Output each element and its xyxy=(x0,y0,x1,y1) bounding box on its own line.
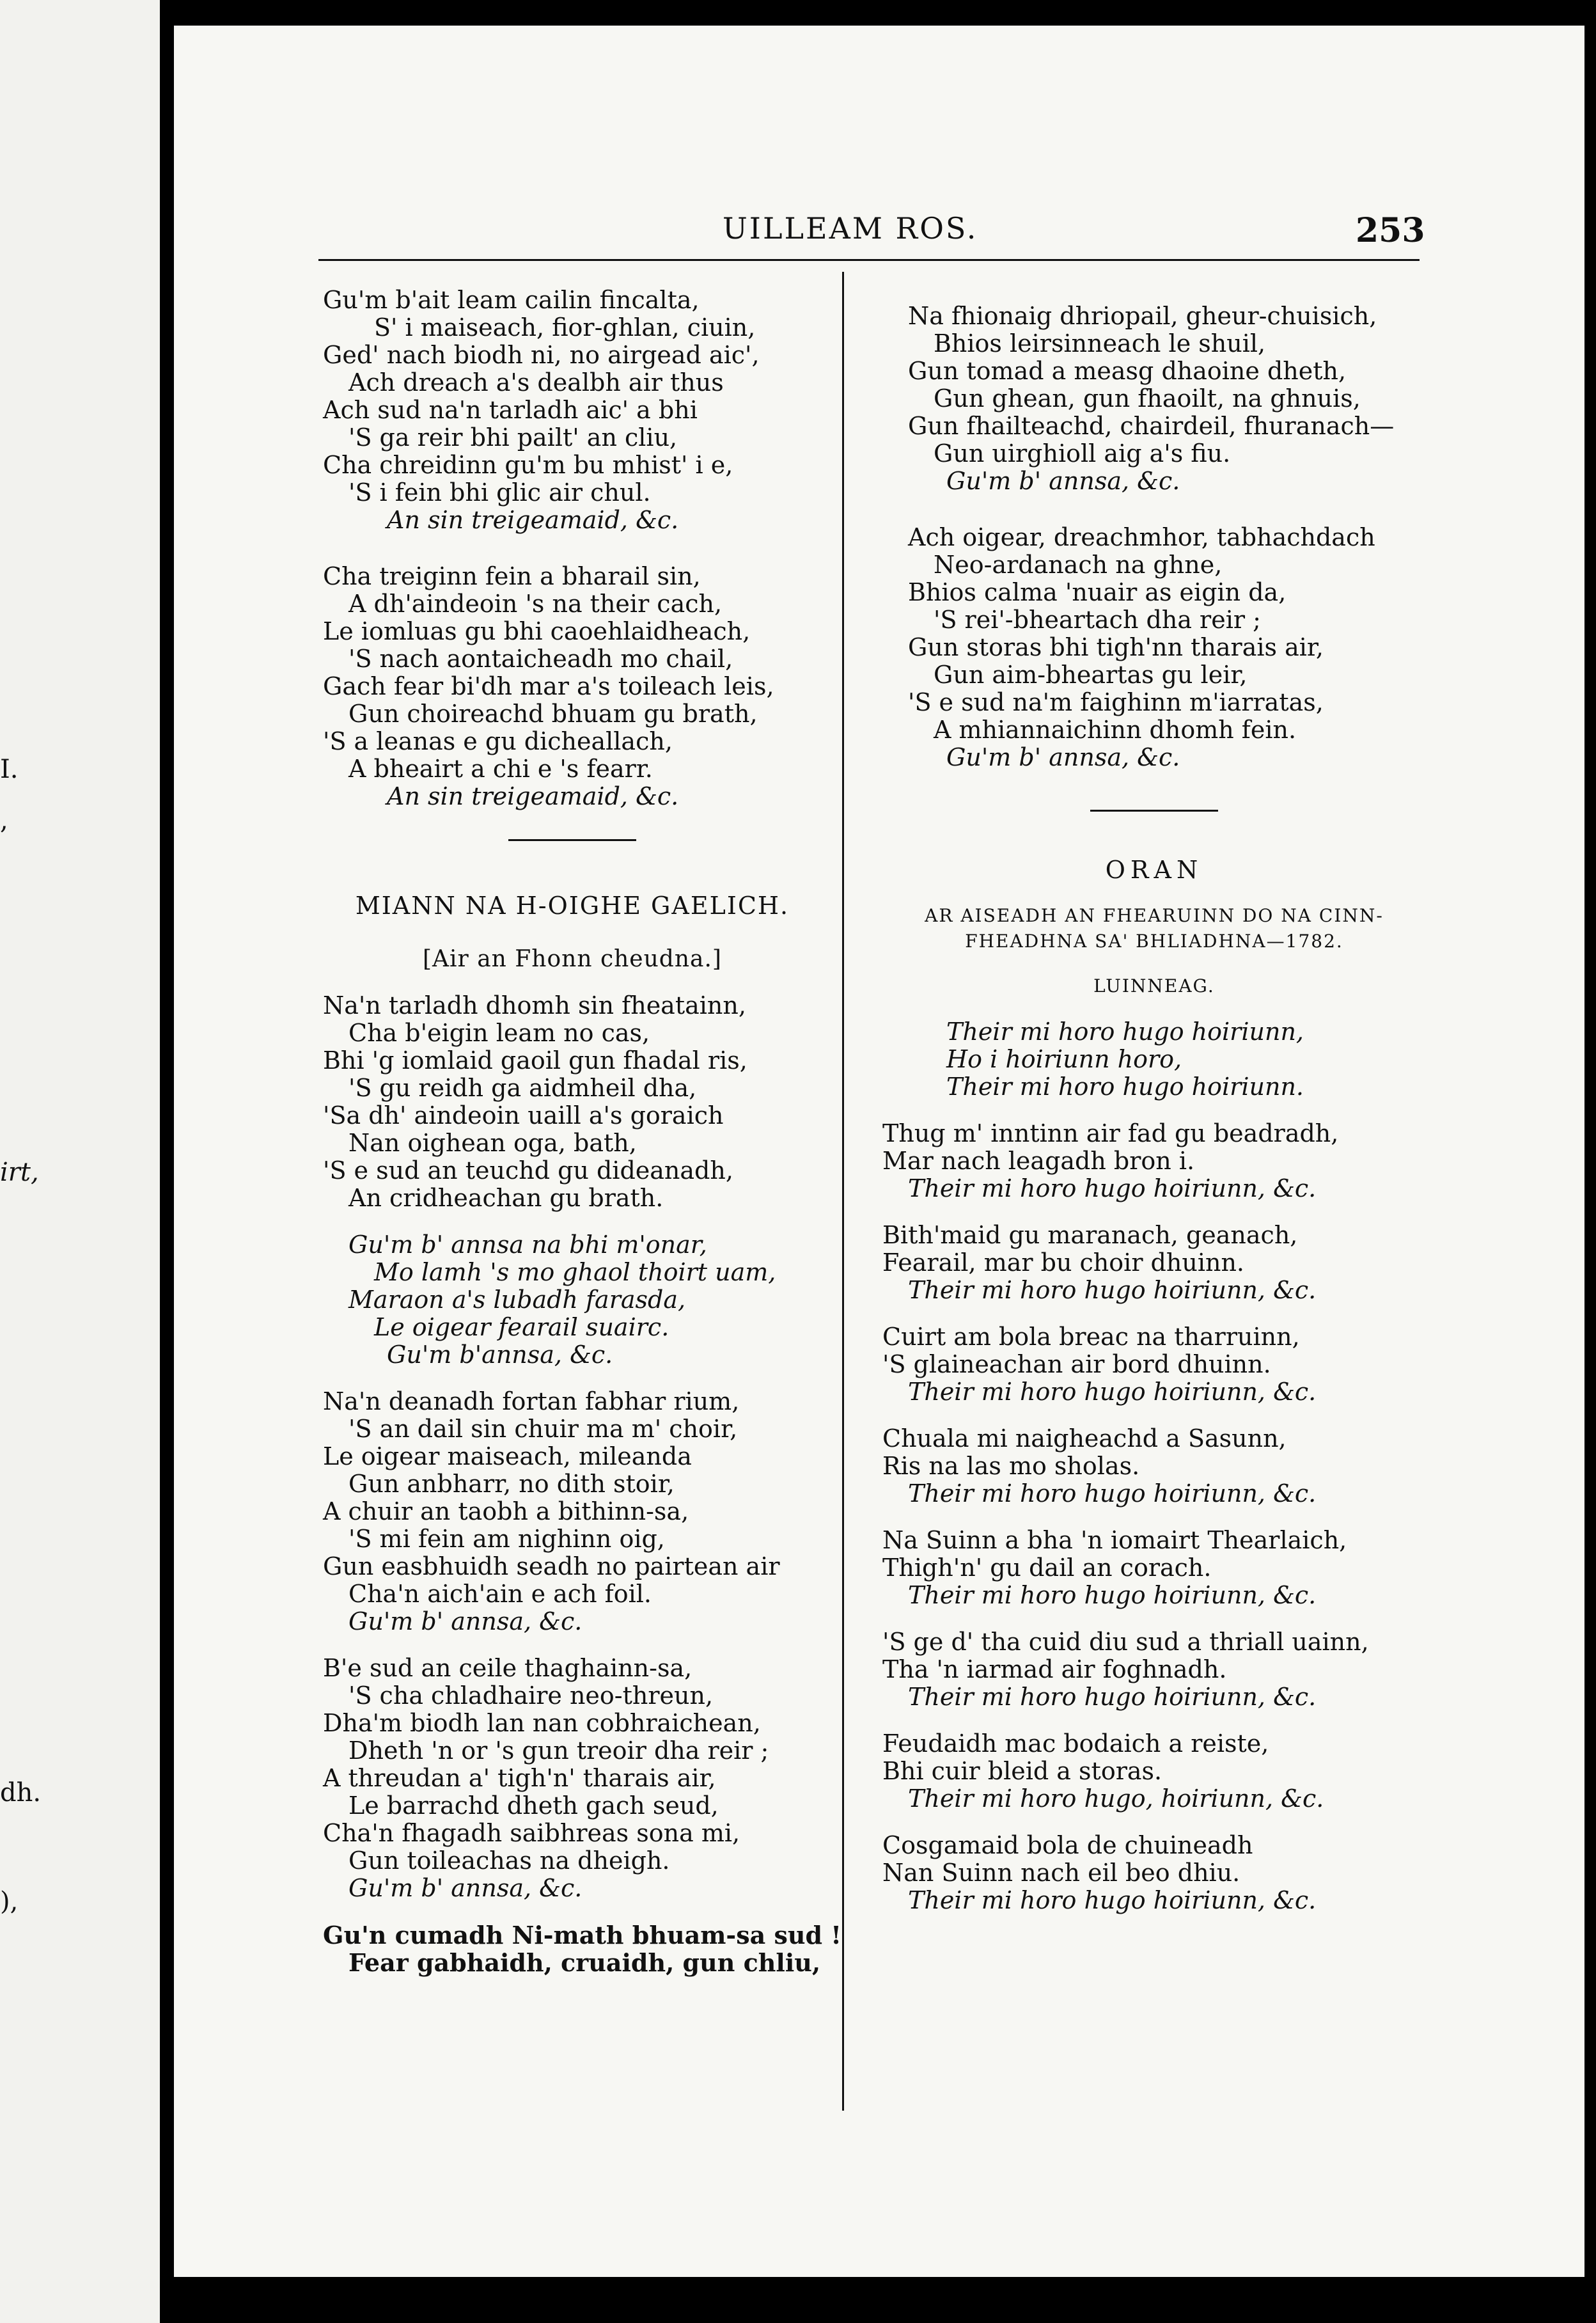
stanza xyxy=(323,992,822,1212)
verse-list xyxy=(882,1101,1426,1914)
stanza xyxy=(882,303,1426,495)
chorus-line: Maraon a's lubadh farasda, xyxy=(348,1286,686,1314)
stanza xyxy=(882,1323,1426,1406)
verse-line: Fearail, mar bu choir dhuinn. xyxy=(882,1248,1245,1277)
song-air: [Air an Fhonn cheudna.] xyxy=(423,946,722,972)
verse-line: Dheth 'n or 's gun treoir dha reir ; xyxy=(348,1736,769,1765)
verse-line: Le barrachd dheth gach seud, xyxy=(348,1791,719,1820)
verse-line: Chuala mi naigheachd a Sasunn, xyxy=(882,1424,1287,1453)
stanza xyxy=(882,1628,1426,1711)
verse-line: 'S glaineachan air bord dhuinn. xyxy=(882,1350,1271,1378)
verse-line: Nan Suinn nach eil beo dhiu. xyxy=(882,1859,1240,1887)
stanza xyxy=(882,1527,1426,1609)
verse-line: 'S e sud an teuchd gu dideanadh, xyxy=(323,1156,733,1185)
facing-page-fragment: , xyxy=(0,806,8,835)
stanza xyxy=(323,563,822,810)
verse-line: Na Suinn a bha 'n iomairt Thearlaich, xyxy=(882,1526,1347,1554)
right-column xyxy=(882,303,1426,1914)
header-rule xyxy=(318,259,1420,261)
verse-line: Gun aim-bheartas gu leir, xyxy=(934,661,1248,689)
refrain-line: Gu'm b' annsa, &c. xyxy=(348,1607,583,1635)
refrain-line: Gu'm b' annsa, &c. xyxy=(946,743,1180,771)
stanza xyxy=(323,287,822,534)
verse-line: Cosgamaid bola de chuineadh xyxy=(882,1831,1253,1859)
facing-page-fragment: I. xyxy=(0,755,19,784)
verse-line: Gun toileachas na dheigh. xyxy=(348,1847,670,1875)
verse-line: A chuir an taobh a bithinn-sa, xyxy=(323,1497,689,1525)
luinneag-line: Their mi horo hugo hoiriunn. xyxy=(946,1073,1304,1101)
refrain-line: Gu'm b' annsa, &c. xyxy=(946,467,1180,495)
verse-line: 'S a leanas e gu dicheallach, xyxy=(323,727,673,755)
luinneag-line: Their mi horo hugo hoiriunn, xyxy=(946,1018,1304,1046)
verse-line: Ach oigear, dreachmhor, tabhachdach xyxy=(908,523,1375,551)
refrain-line: Gu'm b'annsa, &c. xyxy=(387,1341,613,1369)
verse-line: Bhi 'g iomlaid gaoil gun fhadal ris, xyxy=(323,1046,747,1075)
chorus xyxy=(323,1231,822,1369)
verse-line: A bheairt a chi e 's fearr. xyxy=(348,755,653,783)
refrain-line: Their mi horo hugo hoiriunn, &c. xyxy=(908,1683,1317,1711)
verse-line: Ged' nach biodh ni, no airgead aic', xyxy=(323,341,760,369)
refrain-line: Their mi horo hugo hoiriunn, &c. xyxy=(908,1479,1317,1508)
verse-line: Ach dreach a's dealbh air thus xyxy=(348,368,724,397)
stanza xyxy=(882,524,1426,771)
verse-line: 'S i fein bhi glic air chul. xyxy=(348,478,651,507)
verse-line: Gach fear bi'dh mar a's toileach leis, xyxy=(323,672,774,700)
stanza xyxy=(882,1730,1426,1813)
song-title: ORAN xyxy=(1105,856,1203,884)
song-subtitle: FHEADHNA SA' BHLIADHNA—1782. xyxy=(965,931,1343,952)
verse-line: Cha'n fhagadh saibhreas sona mi, xyxy=(323,1819,740,1847)
verse-line: Cha'n aich'ain e ach foil. xyxy=(348,1580,652,1608)
verse-line: An cridheachan gu brath. xyxy=(348,1184,664,1212)
luinneag-label: LUINNEAG. xyxy=(1093,975,1215,996)
page-header xyxy=(320,211,1425,256)
verse-line: Cha b'eigin leam no cas, xyxy=(348,1019,650,1047)
verse-line: Cha treiginn fein a bharail sin, xyxy=(323,562,701,590)
stanza xyxy=(882,1832,1426,1914)
verse-line: S' i maiseach, fior-ghlan, ciuin, xyxy=(374,313,756,342)
verse-line: Bhios leirsinneach le shuil, xyxy=(934,329,1266,358)
verse-line: 'Sa dh' aindeoin uaill a's goraich xyxy=(323,1101,724,1130)
verse-line: B'e sud an ceile thaghainn-sa, xyxy=(323,1654,692,1682)
refrain-line: Their mi horo hugo hoiriunn, &c. xyxy=(908,1886,1317,1914)
luinneag-line: Ho i hoiriunn horo, xyxy=(946,1045,1182,1073)
verse-line: Gun storas bhi tigh'nn tharais air, xyxy=(908,633,1324,661)
verse-line: 'S an dail sin chuir ma m' choir, xyxy=(348,1415,738,1443)
chorus-line: Le oigear fearail suairc. xyxy=(374,1313,669,1341)
refrain-line: Their mi horo hugo hoiriunn, &c. xyxy=(908,1378,1317,1406)
refrain-line: Gu'm b' annsa, &c. xyxy=(348,1874,583,1902)
refrain-line: Their mi horo hugo hoiriunn, &c. xyxy=(908,1276,1317,1304)
refrain-line: Their mi horo hugo hoiriunn, &c. xyxy=(908,1581,1317,1609)
verse-line: Gun fhailteachd, chairdeil, fhuranach— xyxy=(908,412,1395,440)
facing-page-strip xyxy=(0,0,160,2323)
verse-line: Gun tomad a measg dhaoine dheth, xyxy=(908,357,1347,385)
stanza xyxy=(882,1222,1426,1304)
verse-line: 'S nach aontaicheadh mo chail, xyxy=(348,645,733,673)
verse-line: Ris na las mo sholas. xyxy=(882,1452,1140,1480)
verse-line: Nan oighean oga, bath, xyxy=(348,1129,637,1157)
refrain-line: Their mi horo hugo, hoiriunn, &c. xyxy=(908,1784,1324,1813)
verse-line: Feudaidh mac bodaich a reiste, xyxy=(882,1729,1269,1758)
verse-line: Fear gabhaidh, cruaidh, gun chliu, xyxy=(348,1948,821,1977)
verse-line: Gun easbhuidh seadh no pairtean air xyxy=(323,1552,780,1580)
verse-line: Gun ghean, gun fhaoilt, na ghnuis, xyxy=(934,384,1361,413)
facing-page-fragment: irt, xyxy=(0,1158,39,1187)
verse-line: Thug m' inntinn air fad gu beadradh, xyxy=(882,1119,1339,1147)
stanza xyxy=(323,1921,841,1977)
verse-line: Le oigear maiseach, mileanda xyxy=(323,1442,692,1470)
verse-line: Na'n deanadh fortan fabhar rium, xyxy=(323,1387,740,1415)
verse-line: A mhiannaichinn dhomh fein. xyxy=(934,716,1297,744)
facing-page-fragment: ), xyxy=(0,1887,19,1916)
verse-line: 'S gu reidh ga aidmheil dha, xyxy=(348,1074,697,1102)
verse-line: Cha chreidinn gu'm bu mhist' i e, xyxy=(323,451,733,479)
verse-line: Bhios calma 'nuair as eigin da, xyxy=(908,578,1287,606)
chorus-line: Mo lamh 's mo ghaol thoirt uam, xyxy=(374,1258,776,1286)
running-head: UILLEAM ROS. xyxy=(723,211,978,246)
verse-line: A threudan a' tigh'n' tharais air, xyxy=(323,1764,716,1792)
verse-line: 'S ge d' tha cuid diu sud a thriall uainn, xyxy=(882,1628,1369,1656)
facing-page-fragment: dh. xyxy=(0,1778,42,1807)
song-title: MIANN NA H-OIGHE GAELICH. xyxy=(355,892,790,920)
refrain-line: An sin treigeamaid, &c. xyxy=(387,782,679,810)
verse-line: Gun uirghioll aig a's fiu. xyxy=(934,439,1231,468)
stanza xyxy=(882,1120,1426,1202)
column-divider xyxy=(842,272,844,2111)
verse-line: Gun anbharr, no dith stoir, xyxy=(348,1470,675,1498)
verse-line: Ach sud na'n tarladh aic' a bhi xyxy=(323,396,698,424)
verse-line: 'S e sud na'm faighinn m'iarratas, xyxy=(908,688,1324,716)
verse-line: Bhi cuir bleid a storas. xyxy=(882,1757,1162,1785)
verse-line: Na'n tarladh dhomh sin fheatainn, xyxy=(323,991,746,1020)
verse-line: Mar nach leagadh bron i. xyxy=(882,1147,1195,1175)
refrain-line: Their mi horo hugo hoiriunn, &c. xyxy=(908,1174,1317,1202)
refrain-line: An sin treigeamaid, &c. xyxy=(387,506,679,534)
verse-line: Gu'm b'ait leam cailin fincalta, xyxy=(323,286,700,314)
stanza xyxy=(323,1655,822,1902)
chorus-line: Gu'm b' annsa na bhi m'onar, xyxy=(348,1231,707,1259)
luinneag xyxy=(882,1018,1426,1101)
verse-line: 'S ga reir bhi pailt' an cliu, xyxy=(348,423,678,452)
verse-line: Gu'n cumadh Ni-math bhuam-sa sud ! xyxy=(323,1921,841,1949)
verse-line: Thigh'n' gu dail an corach. xyxy=(882,1554,1212,1582)
verse-line: 'S rei'-bheartach dha reir ; xyxy=(934,606,1261,634)
verse-line: 'S mi fein am nighinn oig, xyxy=(348,1525,665,1553)
verse-line: A dh'aindeoin 's na their cach, xyxy=(348,590,723,618)
verse-line: Neo-ardanach na ghne, xyxy=(934,551,1223,579)
verse-line: Na fhionaig dhriopail, gheur-chuisich, xyxy=(908,302,1377,330)
page-number: 253 xyxy=(1356,211,1425,250)
verse-line: Cuirt am bola breac na tharruinn, xyxy=(882,1323,1300,1351)
stanza xyxy=(882,1425,1426,1508)
song-subtitle: AR AISEADH AN FHEARUINN DO NA CINN- xyxy=(925,905,1384,926)
stanza xyxy=(323,1388,822,1635)
verse-line: Le iomluas gu bhi caoehlaidheach, xyxy=(323,617,751,645)
verse-line: Dha'm biodh lan nan cobhraichean, xyxy=(323,1709,761,1737)
verse-line: Gun choireachd bhuam gu brath, xyxy=(348,700,758,728)
verse-line: 'S cha chladhaire neo-threun, xyxy=(348,1681,714,1710)
verse-line: Bith'maid gu maranach, geanach, xyxy=(882,1221,1298,1249)
left-column xyxy=(323,286,841,1977)
verse-line: Tha 'n iarmad air foghnadh. xyxy=(882,1655,1227,1683)
